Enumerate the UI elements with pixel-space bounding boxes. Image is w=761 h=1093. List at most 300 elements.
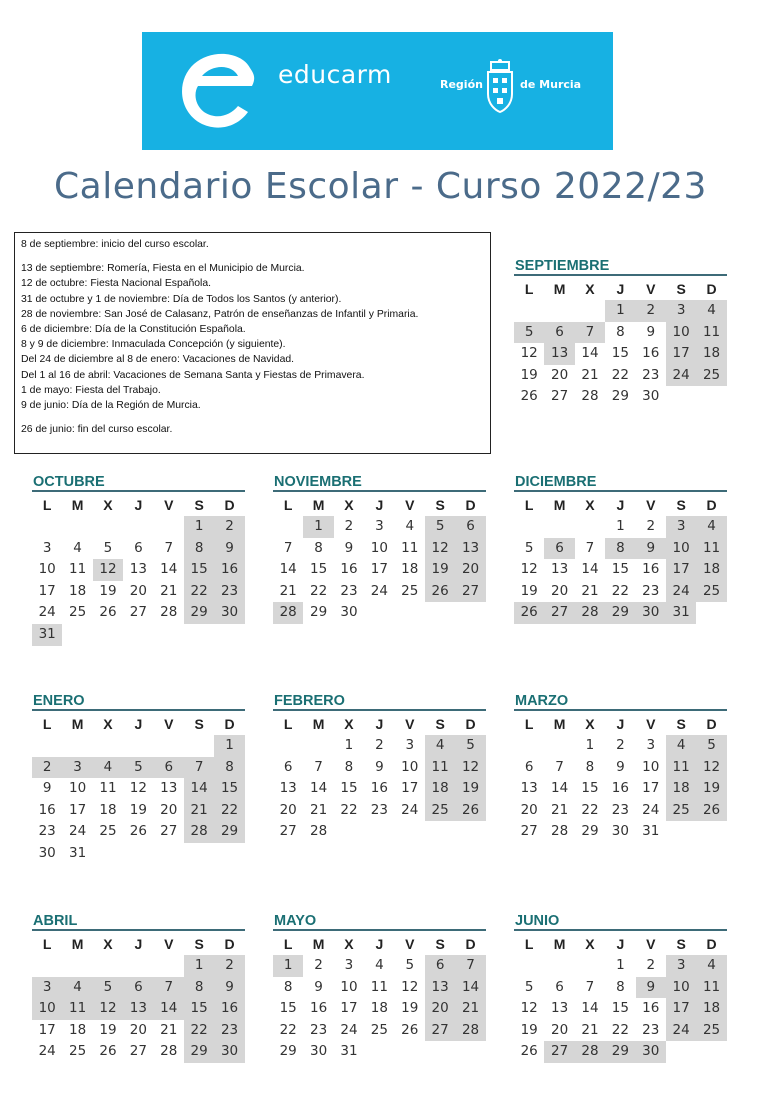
holiday-day-cell: 18: [696, 998, 726, 1020]
holiday-day-cell: 4: [666, 735, 696, 757]
day-cell: 9: [42, 780, 52, 797]
day-cell: 24: [38, 604, 56, 621]
day-cell: 6: [524, 758, 534, 775]
day-cell: 15: [581, 780, 599, 797]
holiday-day-cell: 26: [455, 800, 485, 822]
holiday-day-cell: 23: [214, 581, 244, 603]
empty-day-cell: [62, 955, 92, 977]
day-cell: 16: [370, 780, 388, 797]
day-cell: 25: [68, 604, 87, 621]
holiday-day-cell: 3: [62, 757, 92, 779]
holiday-day-cell: 10: [666, 538, 696, 560]
day-cell: 23: [370, 801, 388, 818]
holiday-day-cell: 13: [123, 998, 153, 1020]
weekday-header: V: [646, 281, 656, 297]
holiday-day-cell: 5: [425, 516, 455, 538]
empty-day-cell: [93, 735, 123, 757]
holiday-day-cell: 1: [184, 516, 214, 538]
month-february: [273, 692, 486, 843]
day-cell: 26: [520, 1043, 538, 1060]
weekday-header: L: [42, 716, 52, 732]
holiday-day-cell: 9: [214, 977, 244, 999]
day-cell: 9: [344, 539, 354, 556]
holiday-day-cell: 7: [575, 322, 605, 344]
day-cell: 11: [401, 539, 419, 556]
day-cell: 9: [375, 758, 384, 775]
weekday-header: S: [676, 497, 686, 513]
day-cell: 27: [520, 823, 538, 840]
month-may: [273, 912, 486, 1063]
month-name: OCTUBRE: [32, 473, 245, 492]
holiday-day-cell: 8: [605, 538, 635, 560]
day-cell: 31: [68, 844, 87, 861]
holiday-day-cell: 25: [425, 800, 455, 822]
holiday-day-cell: 29: [605, 602, 635, 624]
weekday-header: X: [344, 497, 354, 513]
weekday-header: L: [42, 497, 52, 513]
empty-day-cell: [544, 300, 574, 322]
month-grid: [273, 934, 486, 1063]
day-cell: 22: [340, 801, 358, 818]
weekday-header: X: [585, 497, 595, 513]
holiday-day-cell: 26: [514, 602, 544, 624]
day-cell: 6: [283, 758, 293, 775]
empty-day-cell: [575, 300, 605, 322]
month-september: [514, 257, 727, 408]
day-cell: 2: [375, 737, 384, 753]
weekday-header: S: [194, 716, 204, 732]
day-cell: 18: [68, 582, 87, 599]
holiday-day-cell: 22: [184, 1020, 214, 1042]
day-cell: 8: [585, 758, 595, 775]
holiday-day-cell: 3: [666, 516, 696, 538]
holiday-day-cell: 24: [666, 365, 696, 387]
day-cell: 23: [642, 366, 660, 383]
month-grid: [32, 934, 245, 1063]
holiday-day-cell: 18: [666, 778, 696, 800]
weekday-header: J: [616, 936, 625, 952]
holiday-day-cell: 16: [214, 998, 244, 1020]
day-cell: 16: [642, 345, 660, 362]
holiday-day-cell: 4: [425, 735, 455, 757]
weekday-header: D: [706, 497, 717, 513]
day-cell: 3: [42, 539, 52, 556]
day-cell: 14: [581, 345, 599, 362]
day-cell: 7: [585, 978, 595, 995]
day-cell: 30: [340, 604, 358, 621]
day-cell: 12: [520, 561, 538, 578]
holiday-day-cell: 10: [666, 977, 696, 999]
day-cell: 21: [581, 1021, 599, 1038]
day-cell: 19: [520, 1021, 538, 1038]
day-cell: 19: [99, 1021, 117, 1038]
day-cell: 9: [314, 978, 323, 995]
month-january: [32, 692, 245, 865]
weekday-header: X: [103, 716, 113, 732]
day-cell: 2: [616, 737, 625, 753]
day-cell: 7: [164, 539, 174, 556]
holiday-day-cell: 18: [425, 778, 455, 800]
empty-day-cell: [32, 516, 62, 538]
month-name: FEBRERO: [273, 692, 486, 711]
holiday-day-cell: 6: [544, 322, 574, 344]
weekday-header: X: [103, 497, 113, 513]
day-cell: 13: [160, 780, 178, 797]
weekday-header: V: [646, 497, 656, 513]
day-cell: 8: [314, 539, 323, 556]
holiday-day-cell: 27: [455, 581, 485, 603]
day-cell: 19: [520, 366, 538, 383]
day-cell: 22: [581, 801, 599, 818]
holiday-day-cell: 5: [123, 757, 153, 779]
weekday-header: J: [616, 497, 625, 513]
day-cell: 28: [160, 604, 178, 621]
day-cell: 22: [611, 366, 629, 383]
day-cell: 11: [68, 561, 87, 578]
weekday-header: J: [134, 497, 143, 513]
day-cell: 21: [581, 366, 599, 383]
weekday-header: D: [706, 936, 717, 952]
day-cell: 5: [524, 539, 534, 556]
holiday-day-cell: 14: [184, 778, 214, 800]
weekday-header: J: [616, 716, 625, 732]
holiday-day-cell: 1: [184, 955, 214, 977]
day-cell: 15: [340, 780, 358, 797]
note-line: Del 1 al 16 de abril: Vacaciones de Semana Santa y Fiestas de Primavera.: [21, 369, 365, 381]
day-cell: 10: [38, 561, 56, 578]
weekday-header: X: [585, 716, 595, 732]
holiday-day-cell: 25: [696, 581, 726, 603]
holiday-day-cell: 19: [696, 778, 726, 800]
month-name: NOVIEMBRE: [273, 473, 486, 492]
day-cell: 17: [38, 1021, 56, 1038]
weekday-header: J: [375, 716, 384, 732]
empty-day-cell: [514, 516, 544, 538]
holiday-day-cell: 5: [455, 735, 485, 757]
day-cell: 23: [611, 801, 629, 818]
day-cell: 14: [279, 561, 297, 578]
weekday-header: X: [344, 936, 354, 952]
day-cell: 1: [616, 518, 625, 534]
day-cell: 20: [129, 582, 147, 599]
weekday-header: S: [676, 936, 686, 952]
weekday-header: V: [405, 497, 415, 513]
day-cell: 31: [642, 823, 660, 840]
day-cell: 27: [279, 823, 297, 840]
day-cell: 29: [309, 604, 328, 621]
note-line: 8 de septiembre: inicio del curso escolar.: [21, 239, 209, 250]
holiday-day-cell: 21: [455, 998, 485, 1020]
holiday-day-cell: 28: [575, 1041, 605, 1063]
weekday-header: M: [71, 716, 84, 732]
holiday-day-cell: 3: [666, 300, 696, 322]
day-cell: 23: [642, 582, 660, 599]
holiday-day-cell: 8: [184, 977, 214, 999]
day-cell: 12: [129, 780, 147, 797]
holiday-day-cell: 14: [455, 977, 485, 999]
month-december: [514, 473, 727, 624]
day-cell: 29: [581, 823, 599, 840]
month-grid: [514, 279, 727, 408]
day-cell: 30: [611, 823, 629, 840]
day-cell: 15: [279, 1000, 297, 1017]
weekday-header: M: [71, 936, 84, 952]
weekday-header: D: [224, 716, 235, 732]
day-cell: 23: [309, 1021, 328, 1038]
weekday-header: L: [283, 716, 293, 732]
holiday-day-cell: 27: [425, 1020, 455, 1042]
holiday-day-cell: 4: [696, 516, 726, 538]
day-cell: 18: [370, 1000, 388, 1017]
day-cell: 24: [38, 1043, 56, 1060]
holiday-day-cell: 5: [514, 322, 544, 344]
weekday-header: V: [646, 716, 656, 732]
holiday-day-cell: 28: [273, 602, 303, 624]
month-name: MAYO: [273, 912, 486, 931]
day-cell: 6: [134, 539, 143, 556]
day-cell: 18: [68, 1021, 87, 1038]
day-cell: 14: [309, 780, 328, 797]
day-cell: 5: [103, 539, 113, 556]
holiday-day-cell: 13: [544, 343, 574, 365]
day-cell: 27: [550, 388, 569, 405]
weekday-header: D: [465, 936, 476, 952]
empty-day-cell: [184, 735, 214, 757]
day-cell: 28: [581, 388, 599, 405]
day-cell: 17: [38, 582, 56, 599]
holiday-day-cell: 12: [93, 998, 123, 1020]
day-cell: 7: [314, 758, 323, 775]
holiday-day-cell: 3: [32, 977, 62, 999]
day-cell: 9: [646, 323, 656, 340]
empty-day-cell: [273, 516, 303, 538]
day-cell: 26: [99, 604, 117, 621]
holiday-day-cell: 7: [184, 757, 214, 779]
month-grid: [514, 714, 727, 843]
holiday-day-cell: 10: [666, 322, 696, 344]
holiday-day-cell: 18: [696, 343, 726, 365]
day-cell: 20: [550, 582, 569, 599]
holiday-day-cell: 11: [425, 757, 455, 779]
weekday-header: S: [676, 281, 686, 297]
holiday-day-cell: 15: [184, 998, 214, 1020]
holiday-day-cell: 17: [666, 343, 696, 365]
day-cell: 4: [73, 539, 82, 556]
holiday-day-cell: 5: [93, 977, 123, 999]
day-cell: 23: [38, 823, 56, 840]
weekday-header: D: [224, 936, 235, 952]
weekday-header: S: [435, 497, 445, 513]
holiday-day-cell: 28: [184, 821, 214, 843]
empty-day-cell: [575, 955, 605, 977]
weekday-header: D: [706, 281, 717, 297]
day-cell: 20: [550, 1021, 569, 1038]
weekday-header: J: [134, 936, 143, 952]
day-cell: 16: [611, 780, 629, 797]
holiday-day-cell: 4: [93, 757, 123, 779]
day-cell: 1: [344, 737, 354, 753]
day-cell: 7: [283, 539, 293, 556]
notes-spacer: [21, 413, 484, 422]
empty-day-cell: [123, 955, 153, 977]
weekday-header: M: [553, 716, 566, 732]
day-cell: 14: [550, 780, 569, 797]
holiday-day-cell: 11: [696, 977, 726, 999]
holiday-day-cell: 27: [544, 1041, 574, 1063]
day-cell: 9: [616, 758, 625, 775]
day-cell: 16: [38, 801, 56, 818]
day-cell: 22: [279, 1021, 297, 1038]
weekday-header: X: [103, 936, 113, 952]
weekday-header: L: [524, 936, 534, 952]
month-june: [514, 912, 727, 1063]
weekday-header: V: [405, 716, 415, 732]
day-cell: 10: [340, 978, 358, 995]
month-october: [32, 473, 245, 646]
holiday-day-cell: 4: [696, 300, 726, 322]
holiday-day-cell: 15: [214, 778, 244, 800]
holiday-day-cell: 11: [666, 757, 696, 779]
day-cell: 4: [405, 518, 415, 534]
holiday-day-cell: 11: [62, 998, 92, 1020]
holiday-day-cell: 29: [605, 1041, 635, 1063]
day-cell: 5: [524, 978, 534, 995]
holiday-day-cell: 11: [696, 538, 726, 560]
day-cell: 3: [375, 518, 384, 534]
day-cell: 26: [520, 388, 538, 405]
note-line: 31 de octubre y 1 de noviembre: Día de Todos los Santos (y anterior).: [21, 293, 342, 305]
day-cell: 5: [405, 957, 415, 973]
weekday-header: X: [585, 936, 595, 952]
day-cell: 13: [520, 780, 538, 797]
note-line: 8 y 9 de diciembre: Inmaculada Concepción (y siguiente).: [21, 339, 286, 351]
weekday-header: M: [553, 497, 566, 513]
day-cell: 6: [555, 978, 564, 995]
day-cell: 20: [520, 801, 538, 818]
day-cell: 23: [340, 582, 358, 599]
empty-day-cell: [544, 516, 574, 538]
empty-day-cell: [32, 955, 62, 977]
empty-day-cell: [544, 955, 574, 977]
holiday-day-cell: 12: [455, 757, 485, 779]
empty-day-cell: [32, 735, 62, 757]
empty-day-cell: [62, 516, 92, 538]
empty-day-cell: [154, 516, 184, 538]
day-cell: 2: [344, 518, 354, 534]
holiday-day-cell: 30: [214, 602, 244, 624]
note-line: 12 de octubre: Fiesta Nacional Española.: [21, 278, 212, 290]
holiday-day-cell: 4: [696, 955, 726, 977]
holiday-day-cell: 13: [455, 538, 485, 560]
holiday-day-cell: 27: [544, 602, 574, 624]
holiday-day-cell: 2: [636, 300, 666, 322]
day-cell: 30: [309, 1043, 328, 1060]
day-cell: 14: [581, 561, 599, 578]
weekday-header: J: [375, 497, 384, 513]
day-cell: 2: [646, 957, 656, 973]
month-grid: [514, 934, 727, 1063]
month-grid: [32, 714, 245, 865]
empty-day-cell: [93, 955, 123, 977]
notes-spacer: [21, 252, 484, 261]
brand-name: educarm: [278, 60, 392, 89]
day-cell: 13: [550, 1000, 569, 1017]
day-cell: 22: [611, 1021, 629, 1038]
day-cell: 13: [129, 561, 147, 578]
month-name: ENERO: [32, 692, 245, 711]
holiday-day-cell: 6: [455, 516, 485, 538]
holiday-day-cell: 30: [636, 602, 666, 624]
month-name: MARZO: [514, 692, 727, 711]
holiday-day-cell: 1: [273, 955, 303, 977]
weekday-header: V: [164, 936, 174, 952]
holiday-day-cell: 18: [696, 559, 726, 581]
holiday-day-cell: 5: [696, 735, 726, 757]
coat-of-arms-icon: [485, 58, 515, 114]
holiday-day-cell: 6: [154, 757, 184, 779]
day-cell: 19: [401, 1000, 419, 1017]
day-cell: 8: [344, 758, 354, 775]
weekday-header: S: [676, 716, 686, 732]
empty-day-cell: [575, 516, 605, 538]
day-cell: 24: [401, 801, 419, 818]
day-cell: 28: [160, 1043, 178, 1060]
month-march: [514, 692, 727, 843]
note-line: 9 de junio: Día de la Región de Murcia.: [21, 400, 201, 412]
holiday-day-cell: 7: [455, 955, 485, 977]
holiday-day-cell: 28: [575, 602, 605, 624]
month-name: DICIEMBRE: [514, 473, 727, 492]
day-cell: 23: [642, 1021, 660, 1038]
day-cell: 25: [99, 823, 117, 840]
day-cell: 1: [616, 957, 625, 973]
day-cell: 2: [646, 518, 656, 534]
day-cell: 7: [555, 758, 564, 775]
weekday-header: M: [312, 936, 325, 952]
weekday-header: M: [553, 936, 566, 952]
day-cell: 12: [401, 978, 419, 995]
empty-day-cell: [123, 735, 153, 757]
holiday-day-cell: 19: [425, 559, 455, 581]
weekday-header: S: [194, 497, 204, 513]
day-cell: 28: [309, 823, 328, 840]
holiday-day-cell: 30: [214, 1041, 244, 1063]
holiday-day-cell: 6: [425, 955, 455, 977]
note-line: Del 24 de diciembre al 8 de enero: Vacaciones de Navidad.: [21, 354, 295, 366]
holiday-day-cell: 21: [184, 800, 214, 822]
weekday-header: D: [465, 716, 476, 732]
educarm-e-logo-icon: [172, 46, 262, 136]
day-cell: 25: [401, 582, 419, 599]
day-cell: 21: [160, 582, 178, 599]
empty-day-cell: [273, 735, 303, 757]
day-cell: 21: [279, 582, 297, 599]
month-name: JUNIO: [514, 912, 727, 931]
day-cell: 30: [38, 844, 56, 861]
empty-day-cell: [123, 516, 153, 538]
weekday-header: D: [465, 497, 476, 513]
holiday-day-cell: 22: [214, 800, 244, 822]
day-cell: 11: [370, 978, 388, 995]
holiday-day-cell: 12: [696, 757, 726, 779]
holiday-day-cell: 19: [455, 778, 485, 800]
weekday-header: X: [585, 281, 595, 297]
day-cell: 7: [585, 539, 595, 556]
holiday-day-cell: 31: [32, 624, 62, 646]
day-cell: 20: [279, 801, 297, 818]
day-cell: 24: [340, 1021, 358, 1038]
weekday-header: M: [312, 497, 325, 513]
